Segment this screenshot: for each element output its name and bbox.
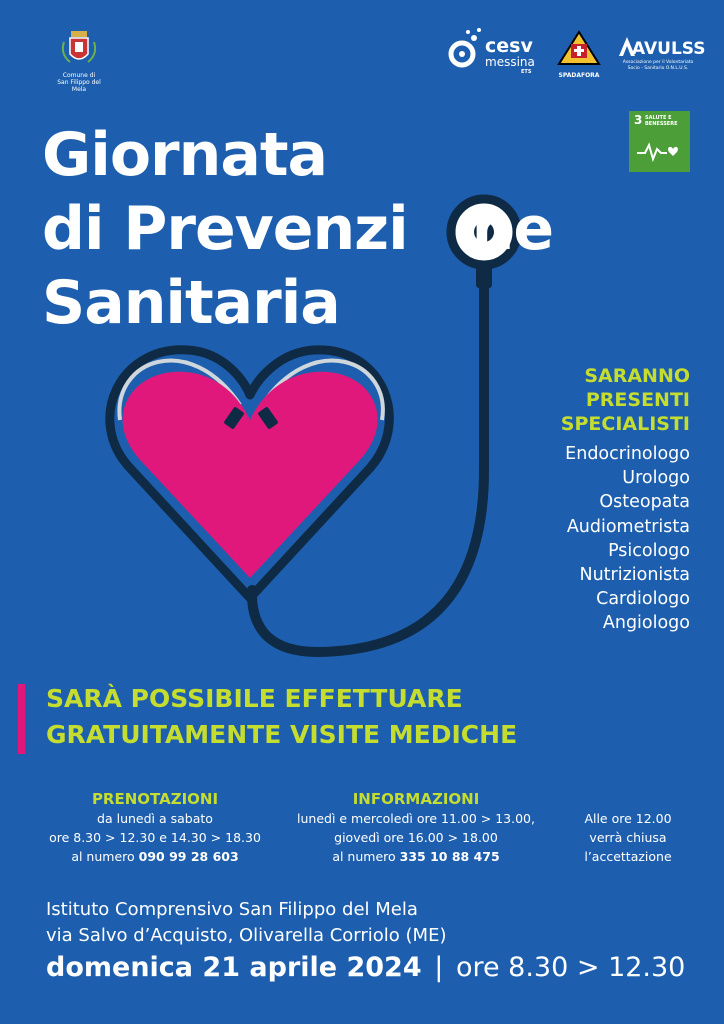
info-line-2: giovedì ore 16.00 > 18.00 xyxy=(334,830,498,845)
closing-line-3: l’accettazione xyxy=(584,849,672,864)
event-date: domenica 21 aprile 2024 xyxy=(46,952,422,983)
sdg-number: 3 xyxy=(634,113,643,127)
sdg-label-2: BENESSERE xyxy=(645,121,678,127)
event-date-time xyxy=(46,952,685,983)
title-line-3: Sanitaria xyxy=(42,268,340,338)
specialist-item: Psicologo xyxy=(608,540,690,561)
banner-line-2: GRATUITAMENTE VISITE MEDICHE xyxy=(46,720,518,749)
venue-address: via Salvo d’Acquisto, Olivarella Corriolo (ME) xyxy=(46,925,447,946)
comune-label-2: San Filippo del Mela xyxy=(57,79,101,93)
bookings-line-1: da lunedì a sabato xyxy=(97,811,213,826)
closing-line-2: verrà chiusa xyxy=(589,830,667,845)
specialist-item: Audiometrista xyxy=(566,516,690,537)
specialists-heading-1: SARANNO xyxy=(584,365,690,387)
info-section xyxy=(285,789,547,866)
title-line-1: Giornata xyxy=(42,120,327,190)
closing-line-1: Alle ore 12.00 xyxy=(584,811,672,826)
sdg-label-1: SALUTE E xyxy=(645,115,672,121)
bookings-title: PRENOTAZIONI xyxy=(91,790,219,808)
bookings-line-3 xyxy=(44,847,266,866)
title-line-2b: ne xyxy=(471,194,554,264)
cesv-name: cesv xyxy=(485,35,533,57)
specialists-heading-3: SPECIALISTI xyxy=(560,413,690,435)
venue xyxy=(46,897,446,949)
bookings-phone-prefix: al numero xyxy=(71,849,139,864)
cesv-ets: ETS xyxy=(521,69,532,75)
banner-line-1: SARÀ POSSIBILE EFFETTUARE xyxy=(46,684,463,713)
bookings-line-2: ore 8.30 > 12.30 e 14.30 > 18.30 xyxy=(49,830,261,845)
info-line-1: lunedì e mercoledì ore 11.00 > 13.00, xyxy=(297,811,535,826)
specialist-item: Osteopata xyxy=(599,492,690,513)
venue-name: Istituto Comprensivo San Filippo del Mela xyxy=(46,899,418,920)
title-line-2a: di Prevenzi xyxy=(42,194,408,264)
misericordie-label: SPADAFORA xyxy=(558,72,600,79)
bookings-section xyxy=(44,789,266,866)
event-time: ore 8.30 > 12.30 xyxy=(455,952,686,983)
info-line-3 xyxy=(285,847,547,866)
specialist-item: Endocrinologo xyxy=(565,444,690,464)
pink-heart xyxy=(123,372,378,578)
info-title: INFORMAZIONI xyxy=(352,790,480,808)
page-title xyxy=(42,118,553,340)
avulss-sub: Associazione per il Volontariato Socio - Sanitario O.N.L.U.S. xyxy=(622,60,694,71)
specialists-section xyxy=(561,364,690,636)
info-phone: 335 10 88 475 xyxy=(399,849,500,864)
specialist-item: Angiologo xyxy=(602,613,690,634)
info-phone-prefix: al numero xyxy=(332,849,400,864)
cesv-sub: messina xyxy=(485,55,535,69)
specialists-list xyxy=(561,442,690,636)
title-line-2 xyxy=(42,192,553,266)
bookings-phone: 090 99 28 603 xyxy=(138,849,239,864)
avulss-name: AVULSS xyxy=(632,39,706,59)
event-separator: | xyxy=(434,952,444,983)
free-visits-banner xyxy=(46,681,517,753)
specialist-item: Cardiologo xyxy=(596,589,690,610)
banner-accent-bar xyxy=(18,684,25,754)
specialist-item: Nutrizionista xyxy=(579,565,690,586)
specialist-item: Urologo xyxy=(622,468,690,489)
comune-label-1: Comune di xyxy=(62,72,96,79)
specialists-heading-2: PRESENTI xyxy=(585,389,690,411)
closing-note xyxy=(572,809,684,866)
